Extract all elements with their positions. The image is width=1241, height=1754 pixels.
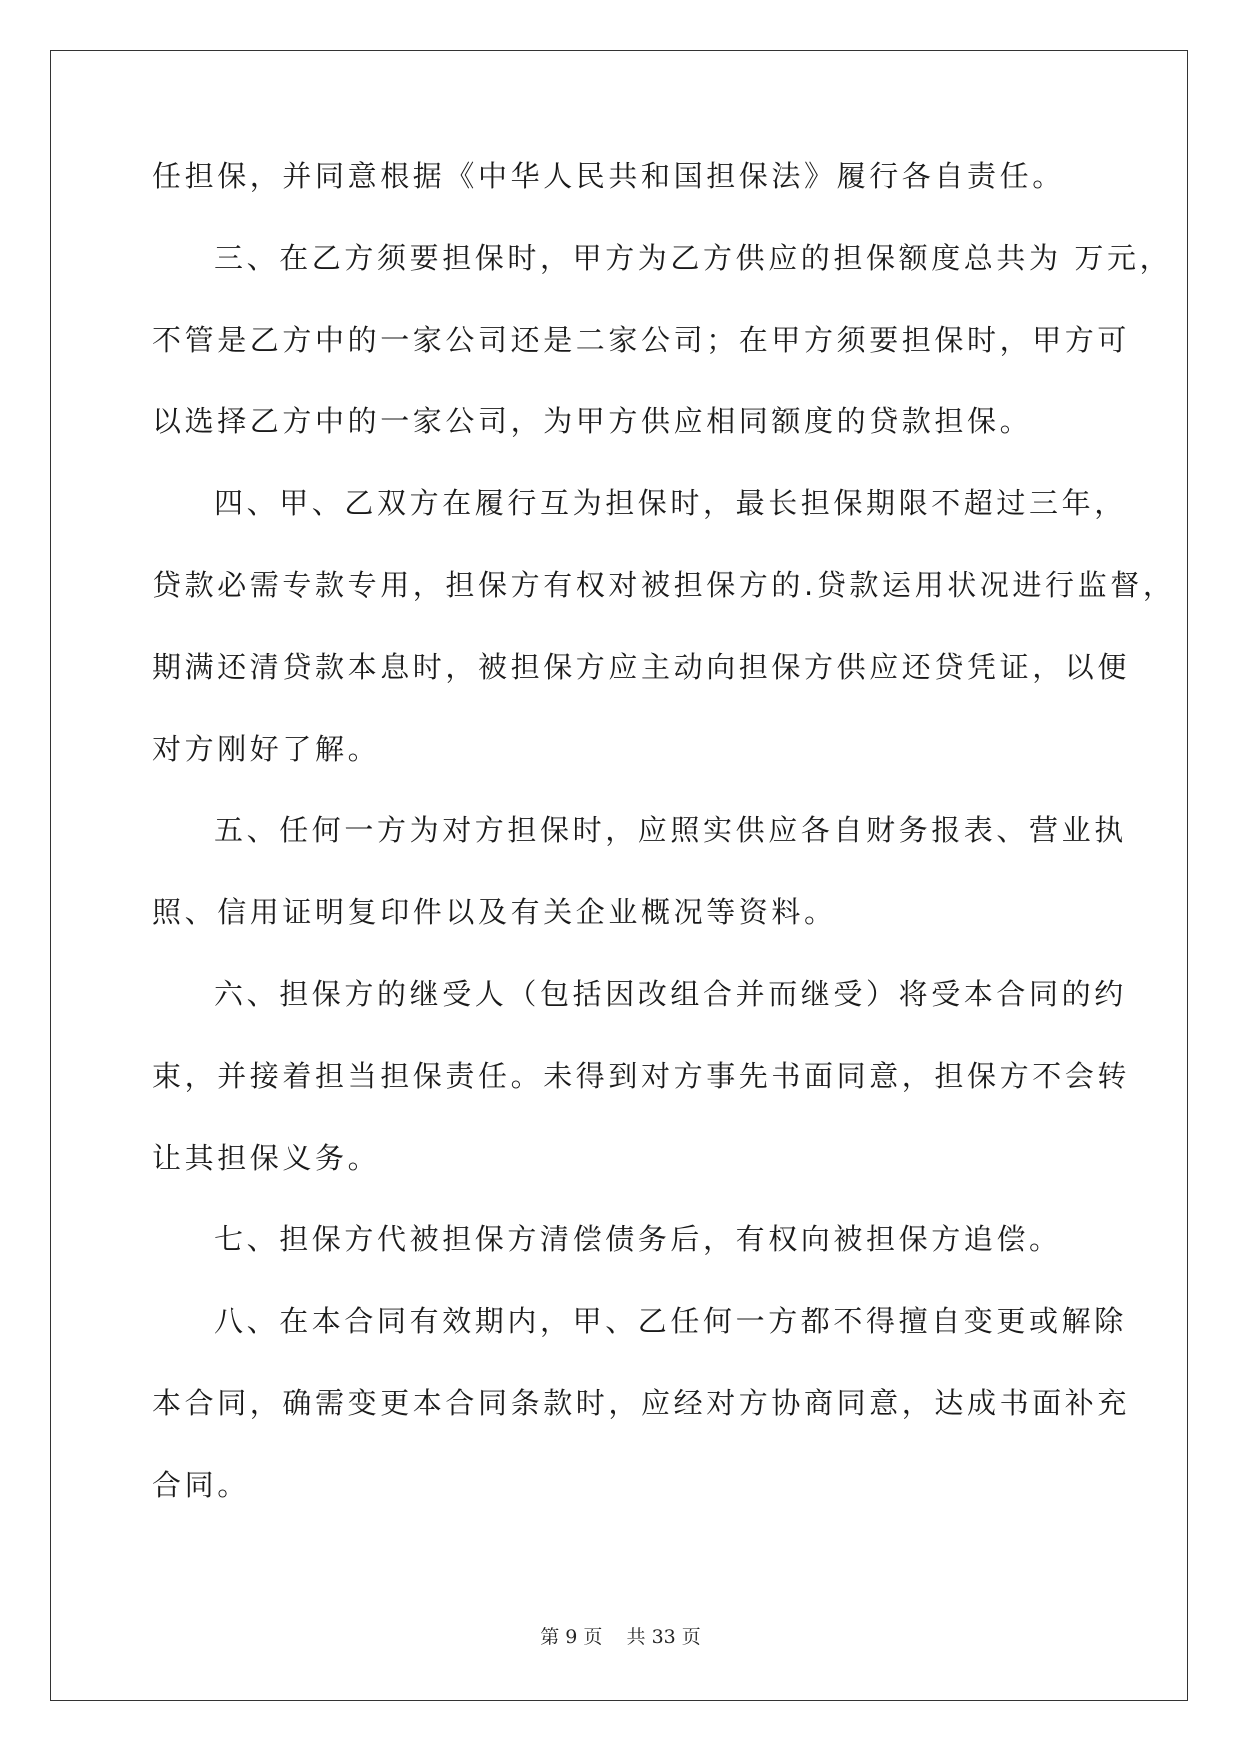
text-line-9: 五、任何一方为对方担保时，应照实供应各自财务报表、营业执 bbox=[214, 813, 1127, 848]
text-line-3: 不管是乙方中的一家公司还是二家公司；在甲方须要担保时，甲方可 bbox=[152, 322, 1131, 357]
text-line-11: 六、担保方的继受人（包括因改组合并而继受）将受本合同的约 bbox=[214, 976, 1127, 1011]
text-line-16: 本合同，确需变更本合同条款时，应经对方协商同意，达成书面补充 bbox=[152, 1385, 1131, 1420]
document-body bbox=[152, 156, 1176, 1547]
page-footer bbox=[0, 1622, 1241, 1649]
text-line-7: 期满还清贷款本息时，被担保方应主动向担保方供应还贷凭证，以便 bbox=[152, 649, 1131, 684]
text-line-10: 照、信用证明复印件以及有关企业概况等资料。 bbox=[152, 895, 837, 930]
text-line-4: 以选择乙方中的一家公司，为甲方供应相同额度的贷款担保。 bbox=[152, 404, 1033, 439]
text-line-6: 贷款必需专款专用，担保方有权对被担保方的.贷款运用状况进行监督， bbox=[152, 567, 1176, 602]
text-line-2: 三、在乙方须要担保时，甲方为乙方供应的担保额度总共为 万元， bbox=[214, 240, 1173, 275]
text-line-8: 对方刚好了解。 bbox=[152, 731, 381, 766]
text-line-12: 束，并接着担当担保责任。未得到对方事先书面同意，担保方不会转 bbox=[152, 1058, 1131, 1093]
text-line-14: 七、担保方代被担保方清偿债务后，有权向被担保方追偿。 bbox=[214, 1222, 1062, 1257]
text-line-5: 四、甲、乙双方在履行互为担保时，最长担保期限不超过三年， bbox=[214, 486, 1127, 521]
text-line-15: 八、在本合同有效期内，甲、乙任何一方都不得擅自变更或解除 bbox=[214, 1304, 1127, 1339]
text-line-17: 合同。 bbox=[152, 1467, 250, 1502]
text-line-13: 让其担保义务。 bbox=[152, 1140, 381, 1175]
text-line-1: 任担保，并同意根据《中华人民共和国担保法》履行各自责任。 bbox=[152, 159, 1065, 193]
page-number: 第 9 页 共 33 页 bbox=[540, 1626, 701, 1648]
